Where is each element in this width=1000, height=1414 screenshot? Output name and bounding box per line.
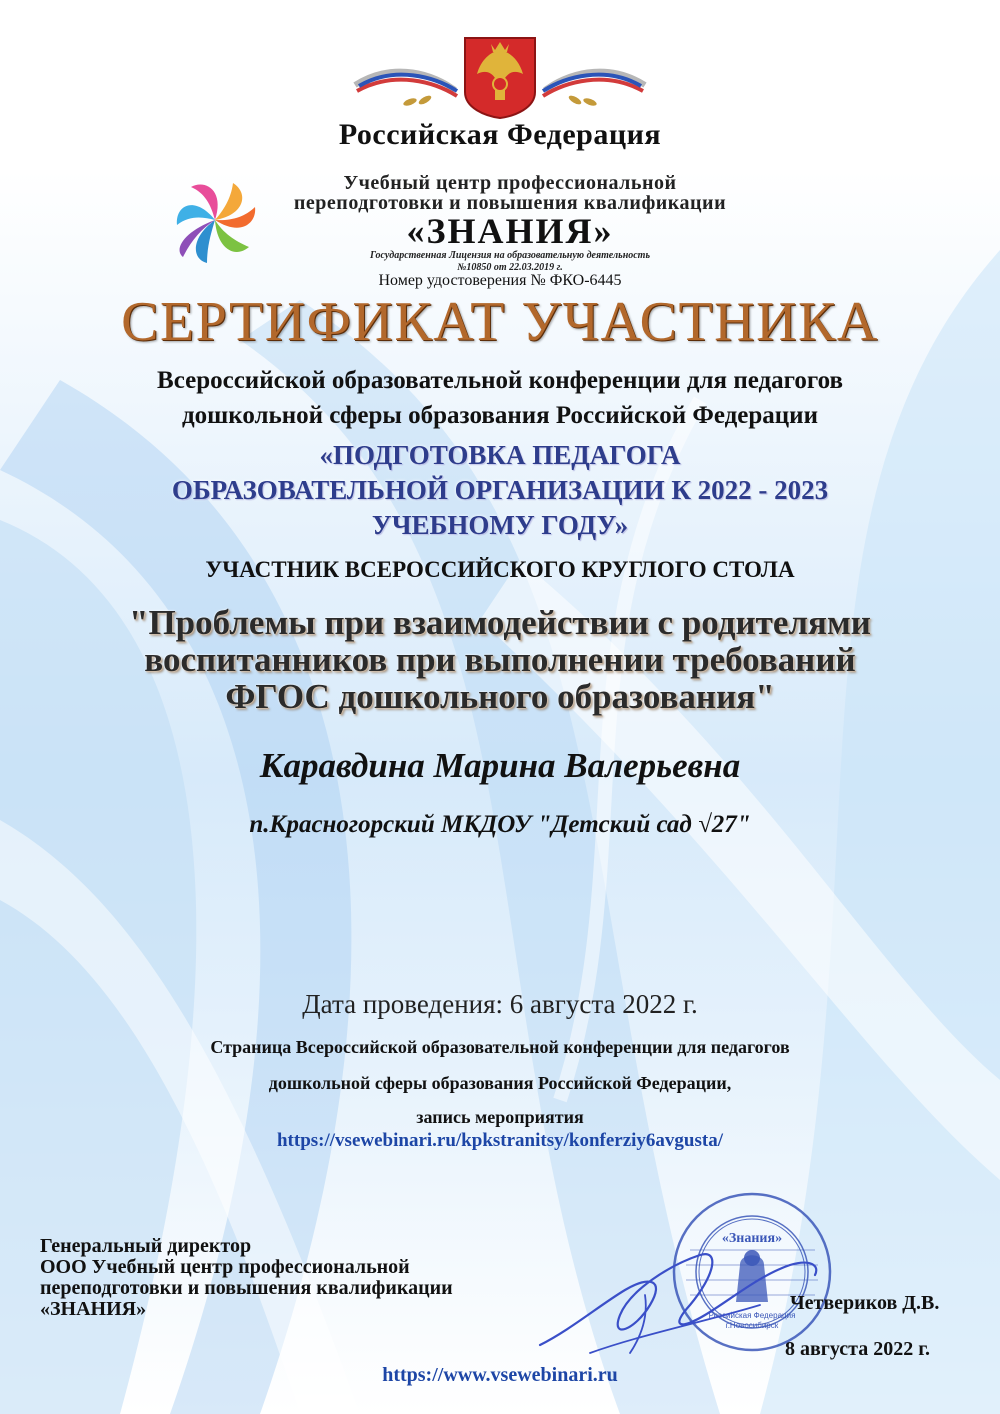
signature-date: 8 августа 2022 г.	[785, 1338, 931, 1360]
topic-line-2: воспитанников при выполнении требований	[144, 640, 856, 679]
svg-text:«Знания»: «Знания»	[721, 1231, 783, 1246]
director-org-line-2: переподготовки и повышения квалификации	[40, 1277, 453, 1299]
org-name: «ЗНАНИЯ»	[406, 211, 614, 251]
svg-text:Российская Федерация: Российская Федерация	[708, 1311, 796, 1320]
conference-line-2: дошкольной сферы образования Российской Федерации	[182, 402, 818, 429]
theme-line-2: ОБРАЗОВАТЕЛЬНОЙ ОРГАНИЗАЦИИ К 2022 - 2023	[171, 475, 829, 505]
org-line-2: переподготовки и повышения квалификации	[293, 192, 727, 214]
event-date: Дата проведения: 6 августа 2022 г.	[302, 989, 698, 1019]
participant-name: Каравдина Марина Валерьевна	[259, 746, 741, 785]
country-title: Российская Федерация	[338, 118, 662, 151]
theme-line-3: УЧЕБНОМУ ГОДУ»	[371, 510, 629, 540]
license-line-2: №10850 от 22.03.2019 г.	[457, 262, 563, 273]
certificate-number: Номер удостоверения № ФКО-6445	[378, 272, 622, 289]
russian-coat-of-arms-icon	[345, 30, 655, 120]
director-block	[40, 1236, 453, 1320]
conference-line-1: Всероссийской образовательной конференции для педагогов	[157, 367, 843, 394]
participant-role: УЧАСТНИК ВСЕРОССИЙСКОГО КРУГЛОГО СТОЛА	[205, 557, 795, 582]
event-recording-link[interactable]: https://vsewebinari.ru/kpkstranitsy/konferziy6avgusta/	[276, 1130, 723, 1151]
website-link[interactable]: https://www.vsewebinari.ru	[382, 1364, 618, 1386]
participant-place: п.Красногорский МКДОУ "Детский сад √27"	[249, 811, 751, 838]
topic-line-1: "Проблемы при взаимодействии с родителями	[129, 603, 871, 642]
event-page-line-3: запись мероприятия	[416, 1107, 584, 1127]
director-org-line-3: «ЗНАНИЯ»	[40, 1298, 147, 1320]
org-line-1: Учебный центр профессиональной	[343, 172, 677, 194]
certificate-title: СЕРТИФИКАТ УЧАСТНИКА	[121, 291, 879, 353]
theme-line-1: «ПОДГОТОВКА ПЕДАГОГА	[319, 440, 681, 470]
colorful-swirl-logo-icon	[165, 175, 265, 265]
signer-name: Четвериков Д.В.	[790, 1292, 940, 1314]
topic-line-3: ФГОС дошкольного образования"	[225, 677, 775, 716]
svg-text:г.Новосибирск: г.Новосибирск	[725, 1321, 779, 1330]
event-page-line-2: дошкольной сферы образования Российской Федерации,	[268, 1073, 732, 1093]
director-title: Генеральный директор	[40, 1235, 252, 1257]
director-org-line-1: ООО Учебный центр профессиональной	[40, 1256, 410, 1278]
event-page-line-1: Страница Всероссийской образовательной конференции для педагогов	[210, 1037, 790, 1057]
license-line-1: Государственная Лицензия на образовательную деятельность	[369, 250, 651, 261]
